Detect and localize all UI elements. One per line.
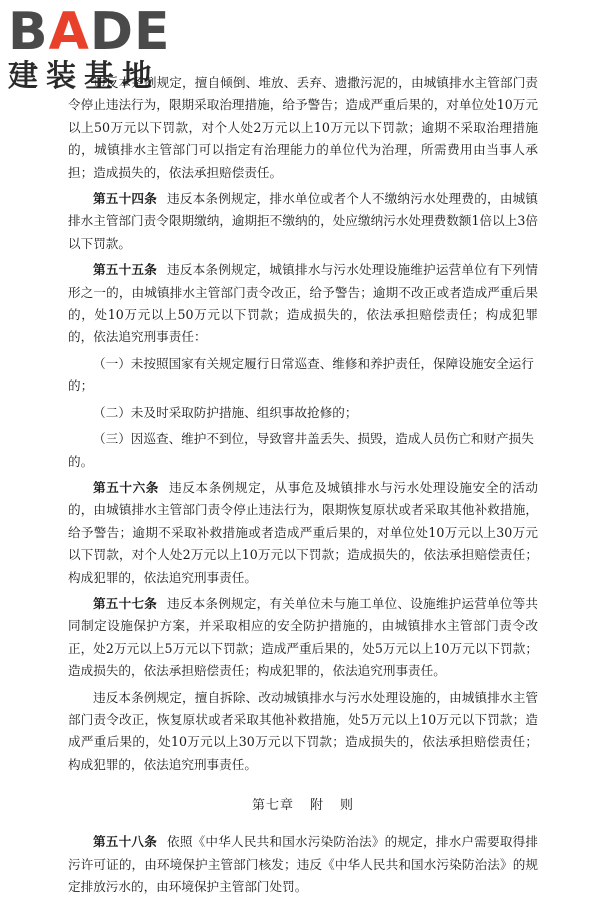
article-58: 第五十八条 依照《中华人民共和国水污染防治法》的规定，排水户需要取得排污许可证的，由环境保护主管部门核发；违反《中华人民共和国水污染防治法》的规定排放污水的，由环境保护主管部门处罚。 [68,834,539,894]
article-57: 第五十七条 违反本条例规定，有关单位未与施工单位、设施维护运营单位等共同制定设施保护方案，并采取相应的安全防护措施的，由城镇排水主管部门责令改正，处2万元以上5万元以下罚款；造成严重后果的，处5万元以上10万元以下罚款；造成损失的，依法承担赔偿责任；构成犯罪的，依法追究刑事责任。 [68,595,539,679]
paragraph: 违反本条例规定，擅自倾倒、堆放、丢弃、遗撒污泥的，由城镇排水主管部门责令停止违法行为，限期采取治理措施，给予警告；造成严重后果的，对单位处10万元以上50万元以下罚款，对个人处2万元以上10万元以下罚款；逾期不采取治理措施的，城镇排水主管部门可以指定有治理能力的单位代为治理，所需费用由当事人承担；造成损失的，依法承担赔偿责任。 [68,75,538,180]
logo-tagline: 建装基地 [8,59,160,94]
list-item: （三）因巡查、维护不到位，导致窨井盖丢失、损毁，造成人员伤亡和财产损失的。 [68,431,534,469]
list-item: （二）未及时采取防护措施、组织事故抢修的； [93,404,358,420]
article-56: 第五十六条 违反本条例规定，从事危及城镇排水与污水处理设施安全的活动的，由城镇排水主管部门责令停止违法行为，限期恢复原状或者采取其他补救措施，给予警告；逾期不采取补救措施或者造成严重后果的，对单位处10万元以上30万元以下罚款，对个人处2万元以上10万元以下罚款；造成损失的，依法承担赔偿责任；构成犯罪的，依法追究刑事责任。 [68,479,539,585]
logo-wordmark: BADE [8,2,171,62]
chapter-heading: 第七章 附 则 [251,798,355,814]
list-item: （一）未按照国家有关规定履行日常巡查、维修和养护责任，保障设施安全运行的； [68,355,534,394]
document-body [68,72,538,902]
paragraph: 违反本条例规定，擅自拆除、改动城镇排水与污水处理设施的，由城镇排水主管部门责令改正，恢复原状或者采取其他补救措施，处5万元以上10万元以下罚款；造成严重后果的，处10万元以上30万元以下罚款；造成损失的，依法承担赔偿责任；构成犯罪的，依法追究刑事责任。 [68,689,538,772]
article-55: 第五十五条 违反本条例规定，城镇排水与污水处理设施维护运营单位有下列情形之一的，由城镇排水主管部门责令改正，给予警告；逾期不改正或者造成严重后果的，处10万元以上50万元以下罚款；造成损失的，依法承担赔偿责任；构成犯罪的，依法追究刑事责任： [68,262,539,345]
article-54: 第五十四条 违反本条例规定，排水单位或者个人不缴纳污水处理费的，由城镇排水主管部门责令限期缴纳，逾期拒不缴纳的，处应缴纳污水处理费数额1倍以上3倍以下罚款。 [68,191,539,251]
